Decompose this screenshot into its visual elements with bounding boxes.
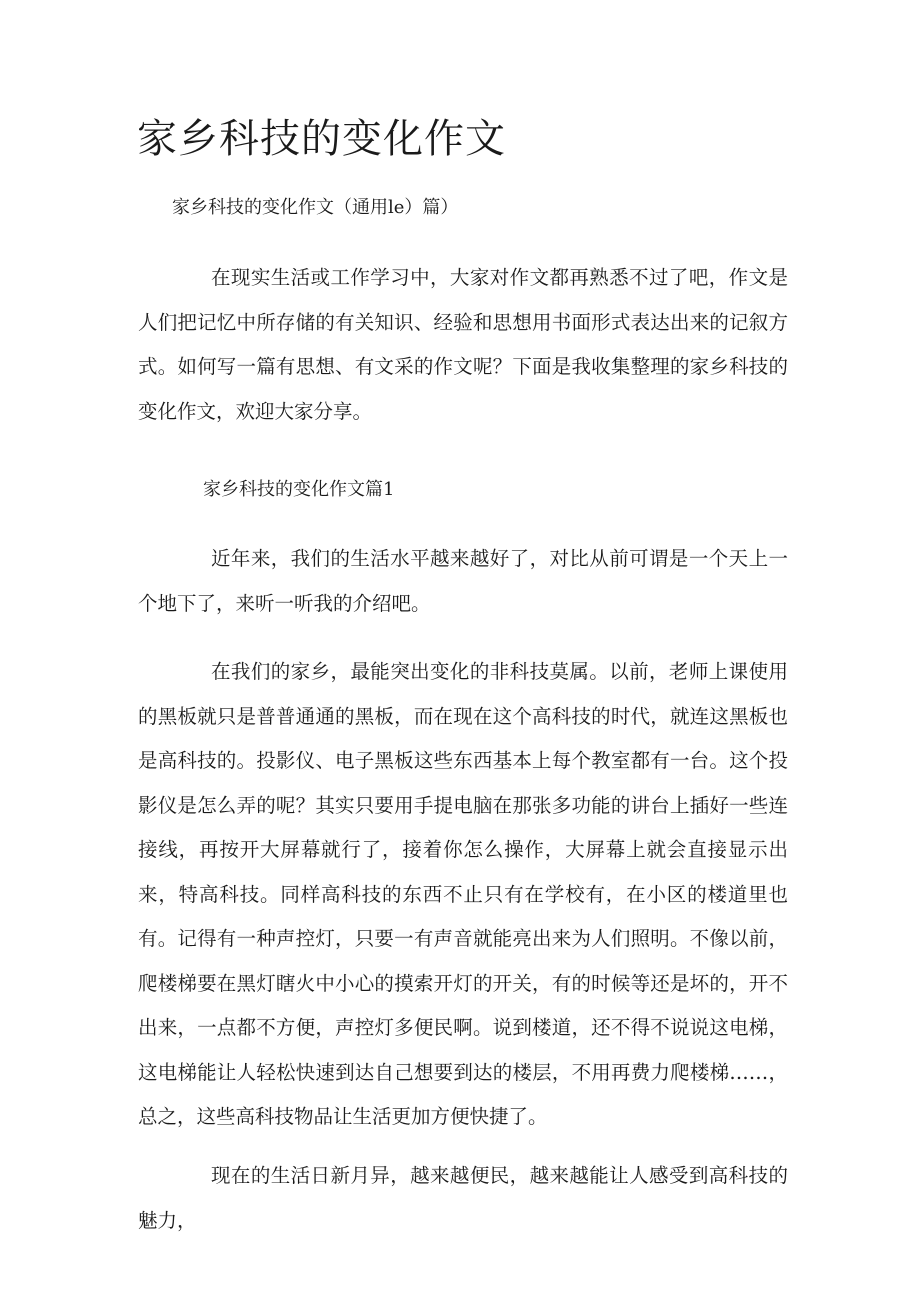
body-paragraph-1: 近年来，我们的生活水平越来越好了，对比从前可谓是一个天上一个地下了，来听一听我的介绍吧。 (138, 547, 788, 615)
intro-paragraph: 在现实生活或工作学习中，大家对作文都再熟悉不过了吧，作文是人们把记忆中所存储的有关知识、经验和思想用书面形式表达出来的记叙方式。如何写一篇有思想、有文采的作文呢？下面是我收集整理的家乡科技的变化作文，欢迎大家分享。 (138, 266, 788, 423)
document-subtitle: 家乡科技的变化作文（通用le）篇） (172, 197, 459, 218)
body-paragraph-2: 在我们的家乡，最能突出变化的非科技莫属。以前，老师上课使用的黑板就只是普普通通的黑板，而在现在这个高科技的时代，就连这黑板也是高科技的。投影仪、电子黑板这些东西基本上每个教室都有一台。这个投影仪是怎么弄的呢？其实只要用手提电脑在那张多功能的讲台上插好一些连接线，再按开大屏幕就行了，接着你怎么操作，大屏幕上就会直接显示出来，特高科技。同样高科技的东西不止只有在学校有，在小区的楼道里也有。记得有一种声控灯，只要一有声音就能亮出来为人们照明。不像以前，爬楼梯要在黑灯瞎火中小心的摸索开灯的开关，有的时候等还是坏的，开不出来，一点都不方便，声控灯多便民啊。说到楼道，还不得不说说这电梯，这电梯能让人轻松快速到达自己想要到达的楼层，不用再费力爬楼梯……，总之，这些高科技物品让生活更加方便快捷了。 (138, 660, 788, 1128)
body-paragraph-3: 现在的生活日新月异，越来越便民，越来越能让人感受到高科技的魅力， (138, 1164, 788, 1232)
section-heading: 家乡科技的变化作文篇1 (203, 479, 395, 500)
document-title: 家乡科技的变化作文 (137, 116, 506, 162)
